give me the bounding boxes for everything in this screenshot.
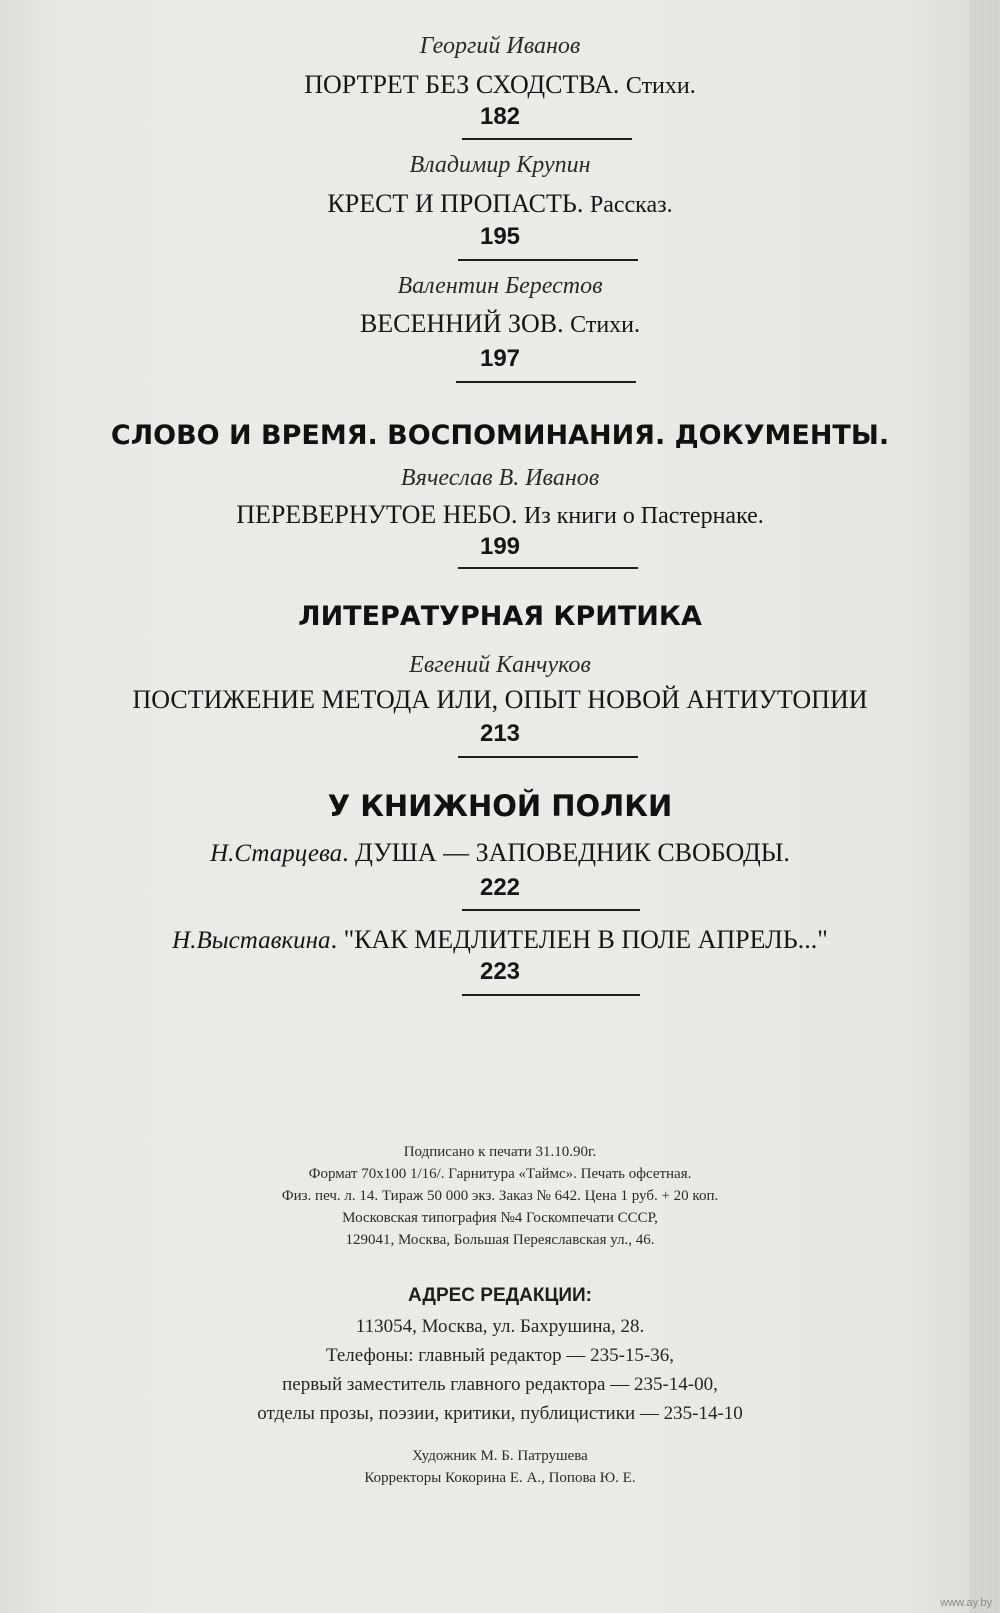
page-number: 223 (479, 958, 521, 985)
section-heading: СЛОВО И ВРЕМЯ. ВОСПОМИНАНИЯ. ДОКУМЕНТЫ. (110, 420, 890, 451)
entry-author: Валентин Берестов (397, 273, 603, 299)
entry-author: Н.Старцева (210, 840, 343, 867)
page-number: 199 (479, 533, 521, 560)
entry-genre: Рассказ. (589, 192, 673, 218)
address-heading: АДРЕС РЕДАКЦИИ: (407, 1285, 593, 1306)
entry-genre: Из книги о Пастернаке. (523, 503, 764, 529)
separator-rule (458, 567, 638, 569)
entry-title: ВЕСЕННИЙ ЗОВ. (359, 309, 564, 338)
separator-rule (458, 756, 638, 758)
entry-title: ПЕРЕВЕРНУТОЕ НЕБО. (236, 500, 518, 529)
credit-line: Корректоры Кокорина Е. А., Попова Ю. Е. (364, 1470, 636, 1486)
address-line: Телефоны: главный редактор — 235-15-36, (325, 1345, 675, 1366)
entry-genre: Стихи. (570, 312, 641, 338)
entry-genre: Стихи. (625, 73, 696, 99)
address-line: отделы прозы, поэзии, критики, публицистики — 235-14-10 (257, 1403, 743, 1424)
entry-author: Н.Выставкина (172, 927, 331, 954)
entry-author: Владимир Крупин (409, 152, 591, 178)
separator-rule (462, 138, 632, 140)
entry-title: ПОРТРЕТ БЕЗ СХОДСТВА. (304, 70, 620, 99)
entry-title-line (100, 500, 900, 530)
imprint-line: Московская типография №4 Госкомпечати СССР, (342, 1210, 658, 1226)
address-line: 113054, Москва, ул. Бахрушина, 28. (355, 1316, 645, 1337)
entry-title-line (100, 70, 900, 100)
separator-rule (458, 259, 638, 261)
page-number: 222 (479, 874, 521, 901)
imprint-line: Подписано к печати 31.10.90г. (403, 1144, 597, 1160)
entry-author: Георгий Иванов (419, 33, 581, 59)
separator-rule (462, 994, 640, 996)
separator-rule (462, 909, 640, 911)
entry-title-line: Н.Старцева. ДУША — ЗАПОВЕДНИК СВОБОДЫ. (210, 838, 790, 867)
entry-author: Вячеслав В. Иванов (400, 465, 600, 491)
entry-title-line: Н.Выставкина. "КАК МЕДЛИТЕЛЕН В ПОЛЕ АПРЕЛЬ..." (172, 925, 828, 954)
entry-title-line (100, 189, 900, 219)
page-number: 197 (479, 345, 521, 372)
entry-title: ДУША — ЗАПОВЕДНИК СВОБОДЫ. (355, 838, 790, 867)
imprint-line: 129041, Москва, Большая Переяславская ул., 46. (345, 1232, 655, 1248)
address-line: первый заместитель главного редактора — 235-14-00, (282, 1374, 718, 1395)
watermark: www.ay.by (940, 1597, 992, 1609)
imprint-line: Формат 70х100 1/16/. Гарнитура «Таймс». Печать офсетная. (308, 1166, 692, 1182)
page-edge (970, 0, 1000, 1613)
entry-title: КРЕСТ И ПРОПАСТЬ. (327, 189, 584, 218)
page-number: 213 (479, 720, 521, 747)
entry-title: ПОСТИЖЕНИЕ МЕТОДА ИЛИ, ОПЫТ НОВОЙ АНТИУТОПИИ (132, 685, 868, 714)
page-number: 195 (479, 223, 521, 250)
section-heading: У КНИЖНОЙ ПОЛКИ (327, 789, 673, 823)
entry-title-line (100, 309, 900, 339)
entry-title: "КАК МЕДЛИТЕЛЕН В ПОЛЕ АПРЕЛЬ..." (343, 925, 828, 954)
section-heading: ЛИТЕРАТУРНАЯ КРИТИКА (298, 601, 702, 632)
imprint-line: Физ. печ. л. 14. Тираж 50 000 экз. Заказ № 642. Цена 1 руб. + 20 коп. (281, 1188, 719, 1204)
page-number: 182 (479, 103, 521, 130)
entry-author: Евгений Канчуков (409, 652, 591, 678)
credit-line: Художник М. Б. Патрушева (412, 1448, 588, 1464)
separator-rule (456, 381, 636, 383)
